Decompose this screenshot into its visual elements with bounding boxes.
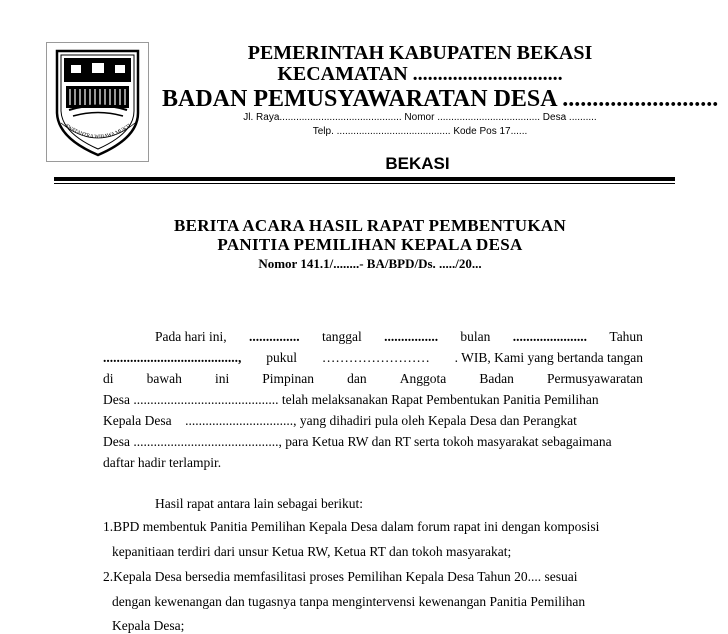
result-item-2-line-3: Kepala Desa; bbox=[112, 618, 185, 633]
regency-logo bbox=[46, 42, 149, 162]
document-number: Nomor 141.1/........- BA/BPD/Ds. ...../20... bbox=[258, 256, 482, 271]
letterhead-phone: Telp. ......................................... Kode Pos 17...... bbox=[312, 126, 528, 137]
body-line-4: Desa ........................................... telah melaksanakan Rapat Pembentukan Panitia Pemilihan bbox=[103, 392, 599, 407]
result-item-1-line-2: kepanitiaan terdiri dari unsur Ketua RW, Ketua RT dan tokoh masyarakat; bbox=[112, 544, 512, 559]
body-line-3: di bawah ini Pimpinan dan Anggota Badan Permusyawaratan bbox=[103, 371, 643, 386]
result-item-1-line-1: 1.BPD membentuk Panitia Pemilihan Kepala Desa dalam forum rapat ini dengan komposisi bbox=[103, 519, 600, 534]
body-line-1: Pada hari ini, ............... tanggal ................ bulan ...................... Tahun bbox=[155, 329, 643, 344]
letterhead-rule-thin bbox=[54, 183, 675, 184]
logo-motto: SWATANTRA WIBAWA MUKTI bbox=[63, 122, 133, 141]
result-item-2-line-2: dengan kewenangan dan tugasnya tanpa mengintervensi kewenangan Panitia Pemilihan bbox=[112, 594, 586, 609]
letterhead-city: BEKASI bbox=[385, 154, 450, 173]
body-line-2: ........................................, pukul …………………… . WIB, Kami yang bertanda tangan bbox=[103, 350, 643, 365]
letterhead-address: Jl. Raya............................................ Nomor ..................................... Desa .......... bbox=[243, 112, 597, 123]
document-title-line-1: BERITA ACARA HASIL RAPAT PEMBENTUKAN bbox=[173, 216, 567, 235]
body-line-6: Desa ..........................................., para Ketua RW dan RT serta tokoh masyarakat sebagaimana bbox=[103, 434, 612, 449]
document-title-line-2: PANITIA PEMILIHAN KEPALA DESA bbox=[217, 235, 523, 254]
result-item-2-line-1: 2.Kepala Desa bersedia memfasilitasi proses Pemilihan Kepala Desa Tahun 20.... sesuai bbox=[103, 569, 578, 584]
letterhead-rule-thick bbox=[54, 177, 675, 181]
letterhead-agency: BADAN PEMUSYAWARATAN DESA .......................... bbox=[162, 86, 719, 112]
results-intro: Hasil rapat antara lain sebagai berikut: bbox=[155, 496, 364, 511]
body-line-7: daftar hadir terlampir. bbox=[103, 455, 222, 470]
letterhead-district: KECAMATAN .............................. bbox=[277, 63, 563, 85]
letterhead-government: PEMERINTAH KABUPATEN BEKASI bbox=[247, 42, 593, 64]
body-line-5: Kepala Desa ................................, yang dihadiri pula oleh Kepala Desa dan Perangkat bbox=[103, 413, 577, 428]
bekasi-crest-icon bbox=[47, 43, 148, 161]
